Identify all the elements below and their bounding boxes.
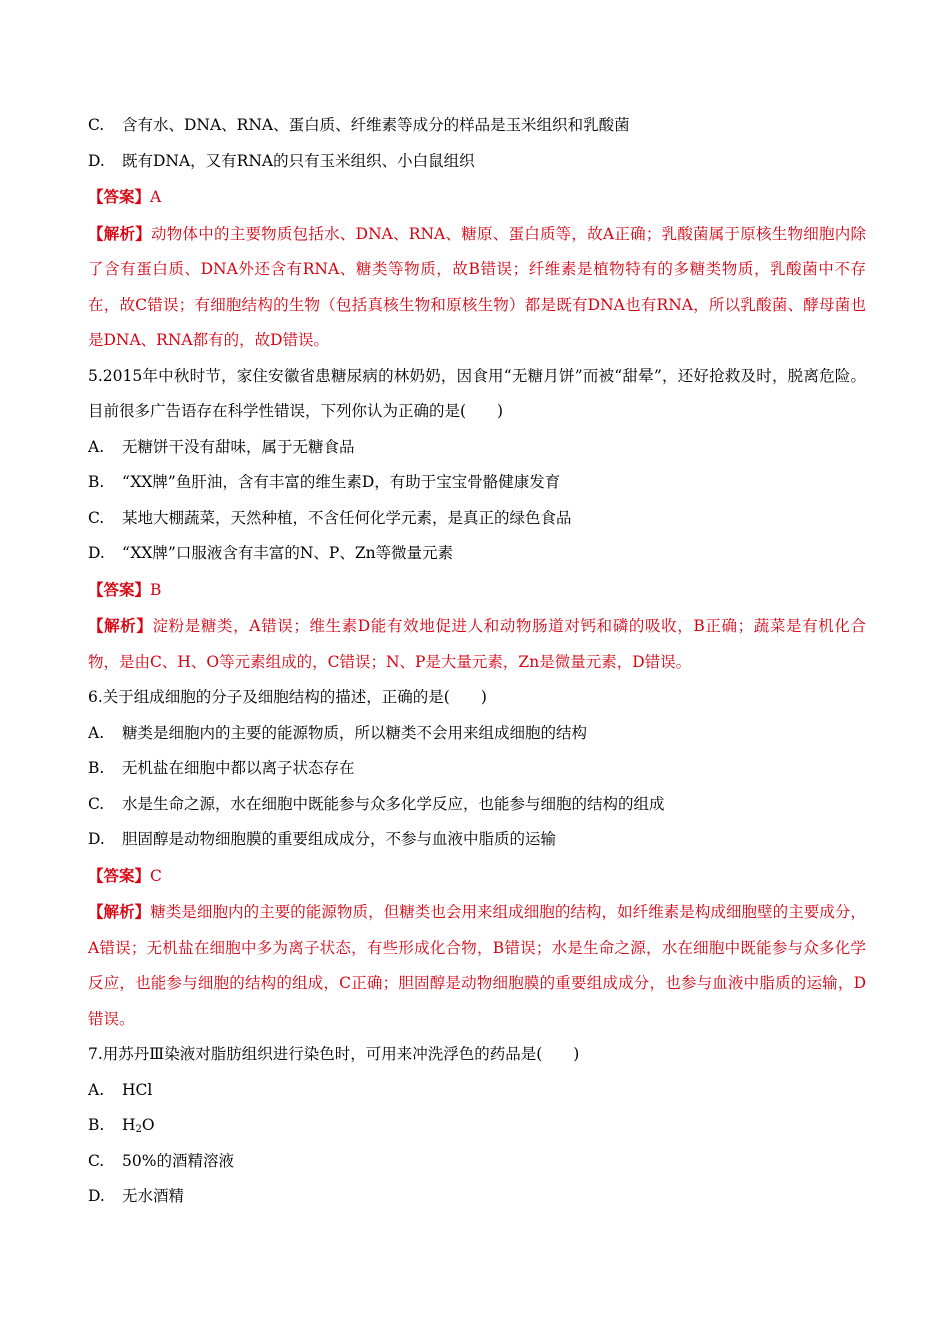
q7-option-b	[88, 1108, 866, 1144]
option-text: 某地大棚蔬菜，天然种植，不含任何化学元素，是真正的绿色食品	[122, 508, 572, 527]
answer-label: 【答案】	[88, 579, 151, 599]
q4-analysis	[88, 216, 866, 359]
option-text: 既有DNA，又有RNA的只有玉米组织、小白鼠组织	[122, 151, 475, 170]
q5-option-a	[88, 430, 866, 466]
analysis-text: 动物体中的主要物质包括水、DNA、RNA、糖原、蛋白质等，故A正确；乳酸菌属于原核生物细胞内除了含有蛋白质、DNA外还含有RNA、糖类等物质，故B错误；纤维素是植物特有的多糖类物质，乳酸菌中不存在，故C错误；有细胞结构的生物（包括真核生物和原核生物）都是既有DNA也有RNA，所以乳酸菌、酵母菌也是DNA、RNA都有的，故D错误。	[88, 224, 866, 349]
option-letter: D.	[88, 830, 105, 848]
option-text: 50%的酒精溶液	[122, 1151, 234, 1170]
option-text: “XX牌”鱼肝油，含有丰富的维生素D，有助于宝宝骨骼健康发育	[122, 473, 561, 491]
option-text: 糖类是细胞内的主要的能源物质，所以糖类不会用来组成细胞的结构	[122, 723, 588, 742]
q6-stem: 6.关于组成细胞的分子及细胞结构的描述，正确的是( )	[88, 688, 487, 706]
q6-answer	[88, 858, 866, 895]
analysis-label: 【解析】	[88, 902, 151, 921]
answer-value: A	[150, 188, 162, 206]
q6-option-c	[88, 787, 866, 823]
option-text: 含有水、DNA、RNA、蛋白质、纤维素等成分的样品是玉米组织和乳酸菌	[122, 116, 630, 134]
option-letter: B.	[88, 473, 105, 491]
option-text: 水是生命之源，水在细胞中既能参与众多化学反应，也能参与细胞的结构的组成	[122, 794, 665, 813]
option-letter: B.	[88, 759, 105, 777]
option-letter: B.	[88, 1116, 105, 1134]
option-letter: A.	[88, 437, 105, 456]
answer-label: 【答案】	[88, 187, 151, 206]
analysis-label: 【解析】	[88, 616, 153, 635]
q5-option-d	[88, 536, 866, 572]
analysis-label: 【解析】	[88, 223, 151, 243]
option-letter: D.	[88, 544, 105, 562]
option-text: 无糖饼干没有甜味，属于无糖食品	[122, 437, 355, 456]
option-letter: A.	[88, 1080, 105, 1099]
option-text: 无水酒精	[122, 1187, 185, 1205]
q4-option-c	[88, 108, 866, 144]
analysis-text: 糖类是细胞内的主要的能源物质，但糖类也会用来组成细胞的结构，如纤维素是构成细胞壁的主要成分，A错误；无机盐在细胞中多为离子状态，有些形成化合物，B错误；水是生命之源，水在细胞中既能参与众多化学反应，也能参与细胞的结构的组成，C正确；胆固醇是动物细胞膜的重要组成成分，也参与血液中脂质的运输，D错误。	[88, 903, 866, 1028]
q5-answer	[88, 572, 866, 609]
answer-value: B	[150, 580, 162, 599]
option-text: “XX牌”口服液含有丰富的N、P、Zn等微量元素	[122, 544, 454, 562]
document-page	[88, 108, 866, 1215]
option-letter: C.	[88, 116, 105, 134]
q6-option-d	[88, 822, 866, 858]
q7-option-c	[88, 1144, 866, 1180]
option-letter: C.	[88, 508, 105, 527]
q6-option-a	[88, 716, 866, 752]
q6-analysis	[88, 894, 866, 1037]
q5-option-c	[88, 501, 866, 537]
analysis-text: 淀粉是糖类，A错误；维生素D能有效地促进人和动物肠道对钙和磷的吸收，B正确；蔬菜是有机化合物，是由C、H、O等元素组成的，C错误；N、P是大量元素，Zn是微量元素，D错误。	[88, 617, 866, 671]
option-text: HCl	[122, 1080, 153, 1099]
option-text: 胆固醇是动物细胞膜的重要组成成分，不参与血液中脂质的运输	[122, 830, 557, 848]
q7-option-a	[88, 1073, 866, 1109]
q4-answer	[88, 179, 866, 216]
option-text	[122, 1108, 155, 1144]
option-letter: C.	[88, 1151, 105, 1170]
option-text: 无机盐在细胞中都以离子状态存在	[122, 759, 355, 777]
option-letter: C.	[88, 794, 105, 813]
answer-value: C	[150, 866, 162, 885]
q4-option-d	[88, 144, 866, 180]
formula-subscript: 2	[135, 1124, 142, 1135]
q5-stem: 5.2015年中秋时节，家住安徽省患糖尿病的林奶奶，因食用“无糖月饼”而被“甜晕”，还好抢救及时，脱离危险。目前很多广告语存在科学性错误，下列你认为正确的是( )	[88, 366, 866, 420]
answer-label: 【答案】	[88, 865, 151, 885]
q5-option-b	[88, 465, 866, 501]
formula-main: H	[122, 1116, 136, 1134]
formula-tail: O	[141, 1116, 155, 1134]
q7-stem: 7.用苏丹Ⅲ染液对脂肪组织进行染色时，可用来冲洗浮色的药品是( )	[88, 1045, 580, 1063]
q6-option-b	[88, 751, 866, 787]
option-letter: D.	[88, 1187, 105, 1205]
q7-option-d	[88, 1179, 866, 1215]
option-letter: D.	[88, 151, 105, 170]
q5-analysis	[88, 608, 866, 680]
option-letter: A.	[88, 723, 105, 742]
